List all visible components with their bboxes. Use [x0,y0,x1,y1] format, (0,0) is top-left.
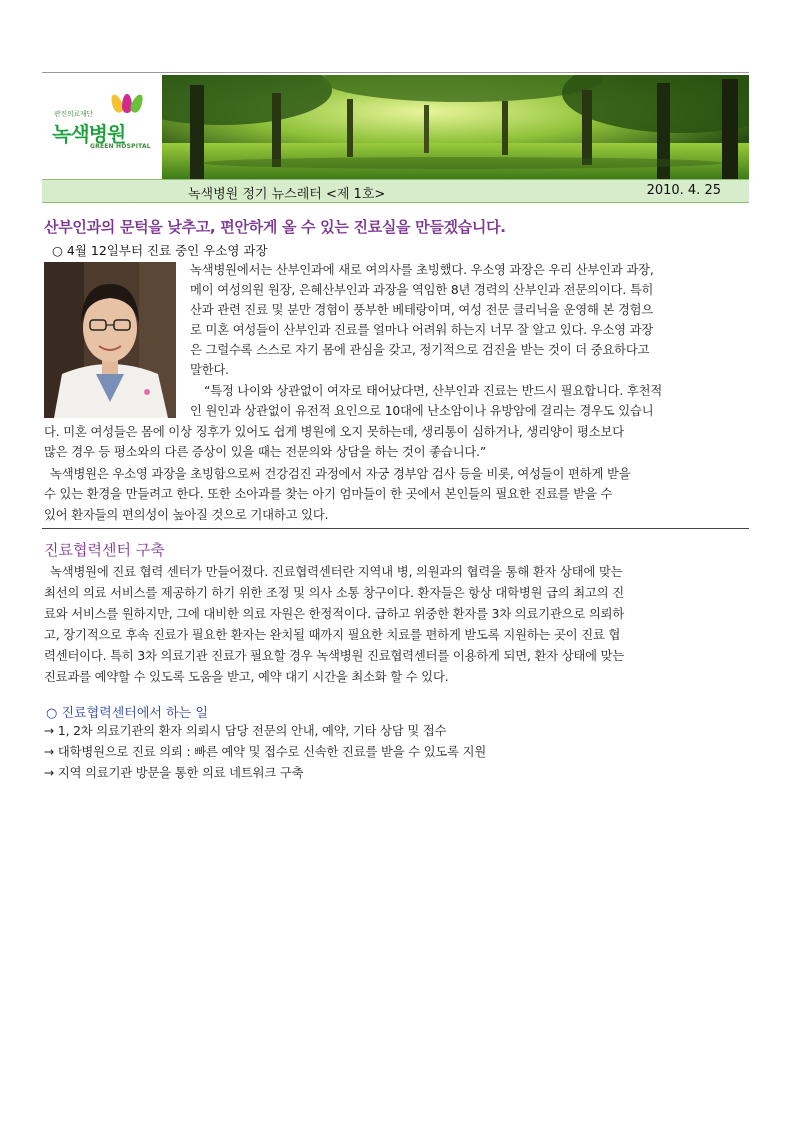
article1-headline: 산부인과의 문턱을 낮추고, 편안하게 올 수 있는 진료실을 만들겠습니다. [44,218,506,236]
article1-line: 녹색병원에서는 산부인과에 새로 여의사를 초빙했다. 우소영 과장은 우리 산부인과 과장, [190,263,654,277]
newsletter-title: 녹색병원 정기 뉴스레터 <제 1호> [188,187,386,202]
newsletter-header [42,75,749,179]
article1-line: 메이 여성의원 원장, 은혜산부인과 과장을 역임한 8년 경력의 산부인과 전문의이다. 특히 [190,283,654,297]
article1-line: 수 있는 환경을 만들려고 한다. 또한 소아과를 찾는 아기 엄마들이 한 곳에서 본인들의 필요한 진료를 받을 수 [44,487,613,501]
article1-line: 산과 관련 진료 및 분만 경험이 풍부한 베테랑이며, 여성 전문 클리닉을 운영해 본 경험으 [190,303,654,317]
top-rule [42,72,749,73]
logo-leaf-green [129,93,146,114]
article1-quote-line: 많은 경우 등 평소와의 다른 증상이 있을 때는 전문의와 상담을 하는 것이 좋습니다.” [44,445,487,459]
article2-list-item: → 대학병원으로 진료 의뢰 : 빠른 예약 및 접수로 신속한 진료를 받을 수 있도록 지원 [44,745,487,759]
section-divider [42,528,749,529]
hospital-logo [42,75,160,179]
article1-quote-line: “특정 나이와 상관없이 여자로 태어났다면, 산부인과 진료는 반드시 필요합니다. 후천적 [204,384,663,398]
article1-line: 말한다. [190,363,229,377]
article2-line: 진료과를 예약할 수 있도록 도움을 받고, 예약 대기 시간을 최소화 할 수 있다. [44,670,449,684]
article2-line: 력센터이다. 특히 3차 의료기관 진료가 필요할 경우 녹색병원 진료협력센터를 이용하게 되면, 환자 상태에 맞는 [44,649,625,663]
article2-line: 최선의 의료 서비스를 제공하기 하기 위한 조정 및 의사 소통 창구이다. 환자들은 항상 대학병원 급의 최고의 진 [44,586,624,600]
article2-subhead: ○ 진료협력센터에서 하는 일 [46,706,208,721]
logo-hospital-name: 녹색병원 [52,122,126,146]
article1-line: 로 미혼 여성들이 산부인과 진료를 얼마나 어려워 하는지 너무 잘 알고 있다. 우소영 과장 [190,323,654,337]
article2-list-item: → 1, 2차 의료기관의 환자 의뢰시 담당 전문의 안내, 예약, 기타 상담 및 접수 [44,724,447,738]
doctor-portrait [44,262,176,418]
logo-english-name: GREEN HOSPITAL [90,143,151,150]
article2-list-item: → 지역 의료기관 방문을 통한 의료 네트워크 구축 [44,766,304,780]
logo-foundation-name: 관진의료재단 [54,110,93,118]
article1-line: 녹색병원은 우소영 과장을 초빙함으로써 건강검진 과정에서 자궁 경부암 검사 등을 비롯, 여성들이 편하게 받을 [50,467,631,481]
article2-headline: 진료협력센터 구축 [44,541,165,559]
article1-quote-line: 인 원인과 상관없이 유전적 요인으로 10대에 난소암이나 유방암에 걸리는 경우도 있습니 [190,404,654,418]
article1-subhead: ○ 4월 12일부터 진료 중인 우소영 과장 [52,243,268,258]
article1-quote-line: 다. 미혼 여성들은 몸에 이상 징후가 있어도 쉽게 병원에 오지 못하는데, 생리통이 심하거나, 생리양이 평소보다 [44,425,624,439]
article1-line: 은 그럴수록 스스로 자기 몸에 관심을 갖고, 정기적으로 검진을 받는 것이 더 중요하다고 [190,343,650,357]
newsletter-title-bar [42,179,749,203]
article1-line: 있어 환자들의 편의성이 높아질 것으로 기대하고 있다. [44,508,329,522]
article2-line: 고, 장기적으로 후속 진료가 필요한 환자는 완치될 때까지 필요한 치료를 편하게 받도록 지원하는 곳이 진료 협 [44,628,621,642]
forest-banner-image [162,75,749,179]
article2-line: 료와 서비스를 원하지만, 그에 대비한 의료 자원은 한정적이다. 급하고 위중한 환자를 3차 의료기관으로 의뢰하 [44,607,625,621]
article2-line: 녹색병원에 진료 협력 센터가 만들어졌다. 진료협력센터란 지역내 병, 의원과의 협력을 통해 환자 상태에 맞는 [50,565,623,579]
issue-date: 2010. 4. 25 [646,183,721,198]
